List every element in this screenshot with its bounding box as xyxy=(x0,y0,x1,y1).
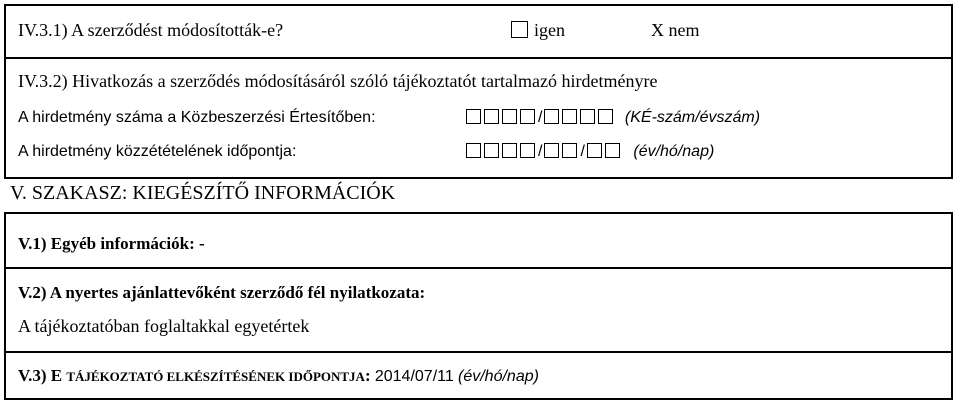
option-yes-label: igen xyxy=(534,20,565,40)
winner-statement-text: A tájékoztatóban foglaltakkal egyetértek xyxy=(18,316,310,336)
digit-box[interactable] xyxy=(484,109,499,124)
notice-number-field[interactable] xyxy=(466,109,760,127)
digit-box[interactable] xyxy=(587,143,602,158)
digit-box[interactable] xyxy=(502,109,517,124)
pub-date-separator: / xyxy=(580,143,585,161)
notice-number-format-hint: (KÉ-szám/évszám) xyxy=(624,109,761,127)
digit-box[interactable] xyxy=(484,143,499,158)
contract-modified-box xyxy=(4,4,953,59)
digit-box[interactable] xyxy=(544,143,559,158)
digit-box[interactable] xyxy=(562,109,577,124)
digit-box[interactable] xyxy=(520,109,535,124)
digit-box[interactable] xyxy=(466,109,481,124)
report-date-line xyxy=(18,366,539,386)
notice-number-label: A hirdetmény száma a Közbeszerzési Értesítőben: xyxy=(18,109,376,126)
report-date-label: TÁJÉKOZTATÓ ELKÉSZÍTÉSÉNEK IDŐPONTJA xyxy=(66,369,365,384)
digit-box[interactable] xyxy=(502,143,517,158)
pub-year-boxes[interactable] xyxy=(466,143,538,161)
winner-statement-box xyxy=(4,269,953,353)
digit-box[interactable] xyxy=(466,143,481,158)
section-5-title: V. SZAKASZ: KIEGÉSZÍTŐ INFORMÁCIÓK xyxy=(10,182,396,204)
option-no-label: nem xyxy=(668,20,700,40)
digit-box[interactable] xyxy=(544,109,559,124)
no-checkbox-mark[interactable]: X xyxy=(651,20,664,40)
notice-reference-heading: IV.3.2) Hivatkozás a szerződés módosításáról szóló tájékoztatót tartalmazó hirdetményre xyxy=(18,71,658,91)
publication-date-format-hint: (év/hó/nap) xyxy=(633,143,715,161)
report-date-format-hint: (év/hó/nap) xyxy=(458,368,539,385)
contract-modified-question: IV.3.1) A szerződést módosították-e? xyxy=(18,20,284,40)
winner-statement-heading: V.2) A nyertes ajánlattevőként szerződő fél nyilatkozata: xyxy=(18,283,426,302)
notice-reference-box xyxy=(4,59,953,179)
other-info-text: V.1) Egyéb információk: - xyxy=(18,234,205,253)
report-date-prefix: V.3) E xyxy=(18,366,63,385)
notice-number-boxes[interactable] xyxy=(466,109,538,127)
digit-box[interactable] xyxy=(605,143,620,158)
digit-box[interactable] xyxy=(520,143,535,158)
report-date-colon: : xyxy=(364,366,371,385)
yes-checkbox[interactable] xyxy=(511,21,528,38)
report-date-value: 2014/07/11 xyxy=(374,368,454,385)
publication-date-field[interactable] xyxy=(466,143,714,161)
option-yes[interactable] xyxy=(511,20,565,41)
digit-box[interactable] xyxy=(562,143,577,158)
pub-date-separator: / xyxy=(538,143,543,161)
option-no[interactable] xyxy=(651,20,700,41)
pub-day-boxes[interactable] xyxy=(587,143,623,161)
notice-number-separator: / xyxy=(538,109,543,127)
other-info-box xyxy=(4,212,953,269)
pub-month-boxes[interactable] xyxy=(544,143,580,161)
digit-box[interactable] xyxy=(598,109,613,124)
digit-box[interactable] xyxy=(580,109,595,124)
notice-year-boxes[interactable] xyxy=(544,109,616,127)
report-date-box xyxy=(4,353,953,400)
publication-date-label: A hirdetmény közzétételének időpontja: xyxy=(18,143,297,160)
